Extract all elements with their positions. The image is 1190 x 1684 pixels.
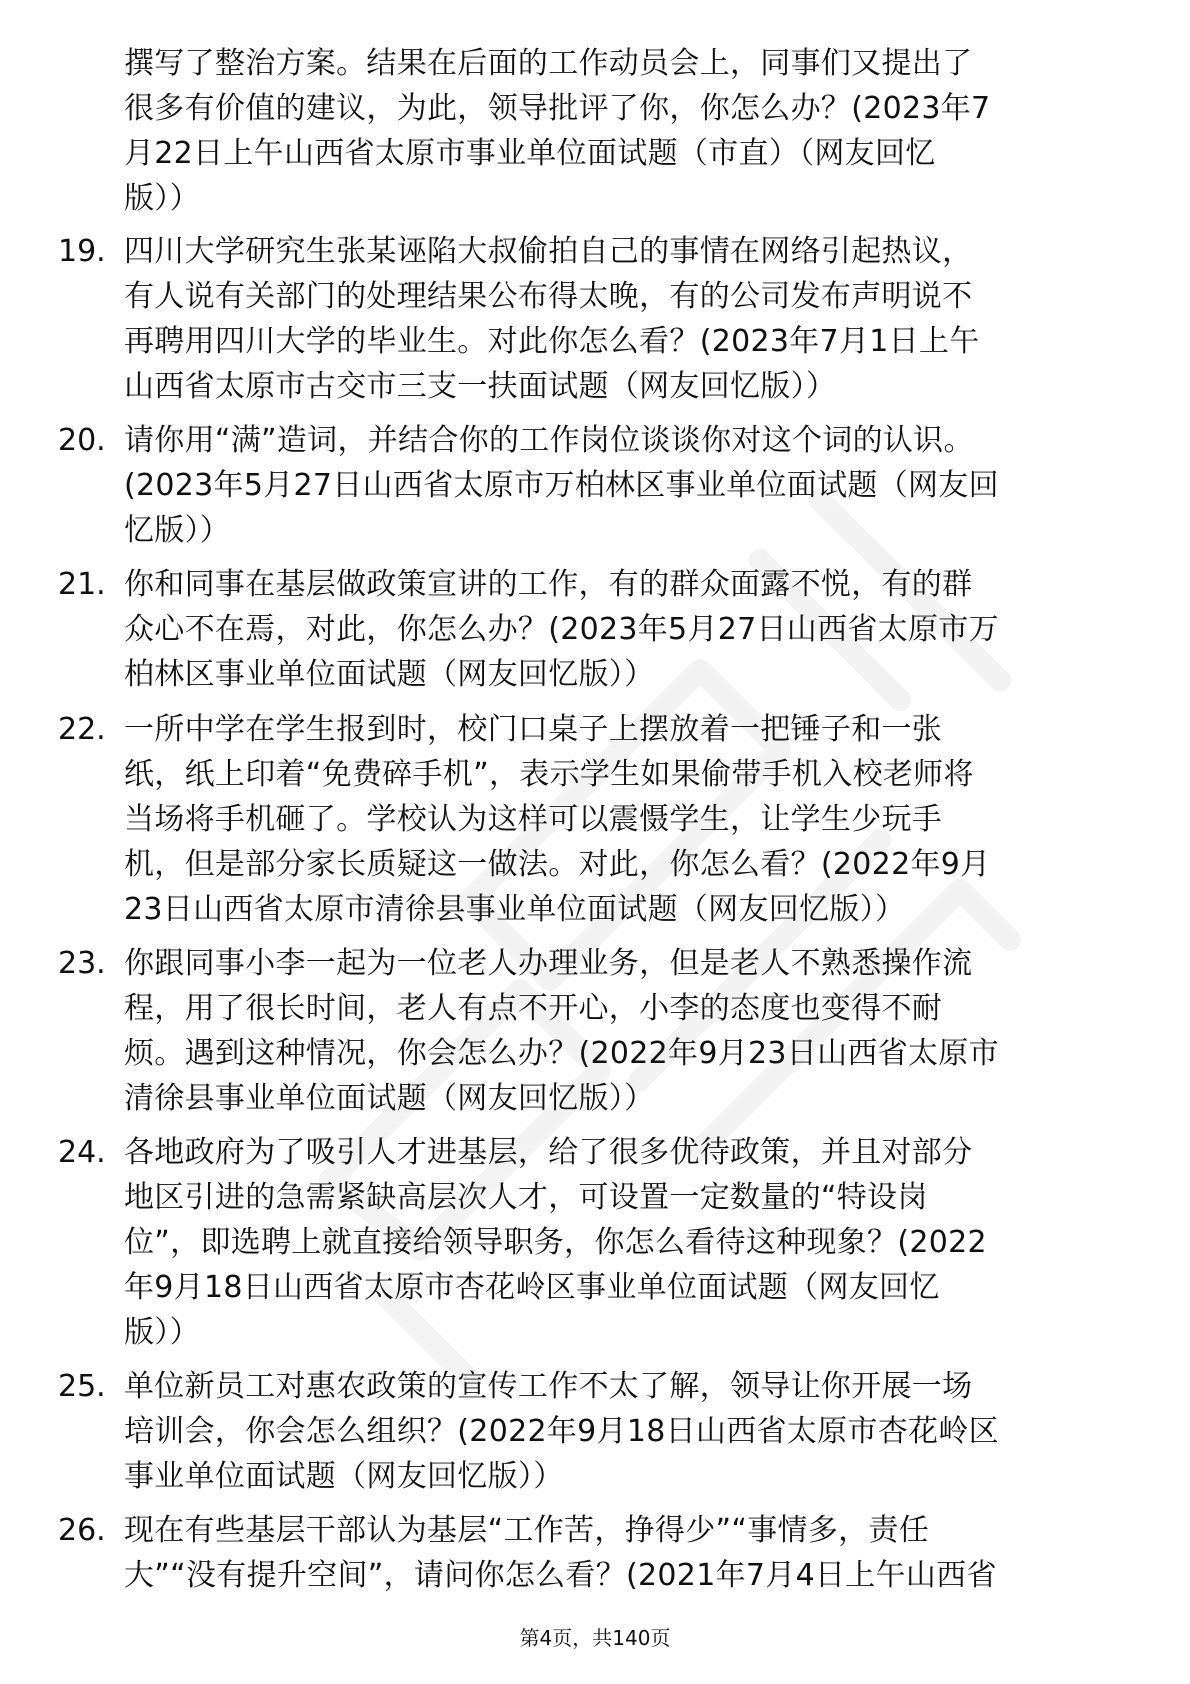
intro-line: 版）） bbox=[124, 181, 200, 216]
question-line: 现在有些基层干部认为基层“工作苦，挣得少”“事情多，责任 bbox=[124, 1513, 930, 1548]
question-line: 有人说有关部门的处理结果公布得太晚，有的公司发布声明说不 bbox=[124, 279, 973, 314]
question-line: 请你用“满”造词，并结合你的工作岗位谈谈你对这个词的认识。 bbox=[124, 423, 974, 458]
question-line: 一所中学在学生报到时，校门口桌子上摆放着一把锤子和一张 bbox=[124, 712, 943, 747]
question-number: 25. bbox=[58, 1369, 106, 1404]
question-line: 各地政府为了吸引人才进基层，给了很多优待政策，并且对部分 bbox=[124, 1135, 973, 1170]
question-line: 培训会，你会怎么组织？(2022年9月18日山西省太原市杏花岭区 bbox=[124, 1414, 999, 1449]
question-line: 程，用了很长时间，老人有点不开心，小李的态度也变得不耐 bbox=[124, 991, 943, 1026]
question-line: 柏林区事业单位面试题（网友回忆版）） bbox=[124, 657, 655, 692]
question-line: 当场将手机砸了。学校认为这样可以震慑学生，让学生少玩手 bbox=[124, 802, 943, 837]
question-line: (2023年5月27日山西省太原市万柏林区事业单位面试题（网友回 bbox=[124, 468, 999, 503]
question-line: 山西省太原市古交市三支一扶面试题（网友回忆版）） bbox=[124, 369, 837, 404]
question-number: 20. bbox=[58, 423, 106, 458]
question-line: 你跟同事小李一起为一位老人办理业务，但是老人不熟悉操作流 bbox=[124, 946, 973, 981]
question-number: 24. bbox=[58, 1135, 106, 1170]
question-line: 位”，即选聘上就直接给领导职务，你怎么看待这种现象？(2022 bbox=[124, 1225, 987, 1260]
question-line: 清徐县事业单位面试题（网友回忆版）） bbox=[124, 1081, 655, 1116]
question-number: 19. bbox=[58, 234, 106, 269]
question-line: 单位新员工对惠农政策的宣传工作不太了解，领导让你开展一场 bbox=[124, 1369, 973, 1404]
question-line: 事业单位面试题（网友回忆版）） bbox=[124, 1459, 564, 1494]
intro-line: 月22日上午山西省太原市事业单位面试题（市直）（网友回忆 bbox=[124, 136, 936, 171]
question-number: 22. bbox=[58, 712, 106, 747]
question-number: 21. bbox=[58, 567, 106, 602]
page-number-footer: 第4页，共140页 bbox=[519, 1626, 671, 1650]
question-line: 地区引进的急需紧缺高层次人才，可设置一定数量的“特设岗 bbox=[124, 1180, 928, 1215]
question-number: 26. bbox=[58, 1513, 106, 1548]
question-line: 再聘用四川大学的毕业生。对此你怎么看？(2023年7月1日上午 bbox=[124, 324, 980, 359]
question-line: 23日山西省太原市清徐县事业单位面试题（网友回忆版）） bbox=[124, 892, 906, 927]
question-line: 大”“没有提升空间”，请问你怎么看？(2021年7月4日上午山西省 bbox=[124, 1558, 997, 1593]
question-line: 忆版）） bbox=[124, 513, 231, 548]
question-line: 年9月18日山西省太原市杏花岭区事业单位面试题（网友回忆 bbox=[124, 1270, 940, 1305]
question-number: 23. bbox=[58, 946, 106, 981]
intro-line: 撰写了整治方案。结果在后面的工作动员会上，同事们又提出了 bbox=[124, 46, 973, 81]
question-line: 众心不在焉，对此，你怎么办？(2023年5月27日山西省太原市万 bbox=[124, 612, 999, 647]
question-line: 纸，纸上印着“免费碎手机”，表示学生如果偷带手机入校老师将 bbox=[124, 757, 974, 792]
question-line: 机，但是部分家长质疑这一做法。对此，你怎么看？(2022年9月 bbox=[124, 847, 991, 882]
question-line: 你和同事在基层做政策宣讲的工作，有的群众面露不悦，有的群 bbox=[124, 567, 973, 602]
intro-line: 很多有价值的建议，为此，领导批评了你，你怎么办？(2023年7 bbox=[124, 91, 991, 126]
question-line: 烦。遇到这种情况，你会怎么办？(2022年9月23日山西省太原市 bbox=[124, 1036, 999, 1071]
question-line: 版）） bbox=[124, 1315, 200, 1350]
question-line: 四川大学研究生张某诬陷大叔偷拍自己的事情在网络引起热议， bbox=[124, 234, 973, 269]
